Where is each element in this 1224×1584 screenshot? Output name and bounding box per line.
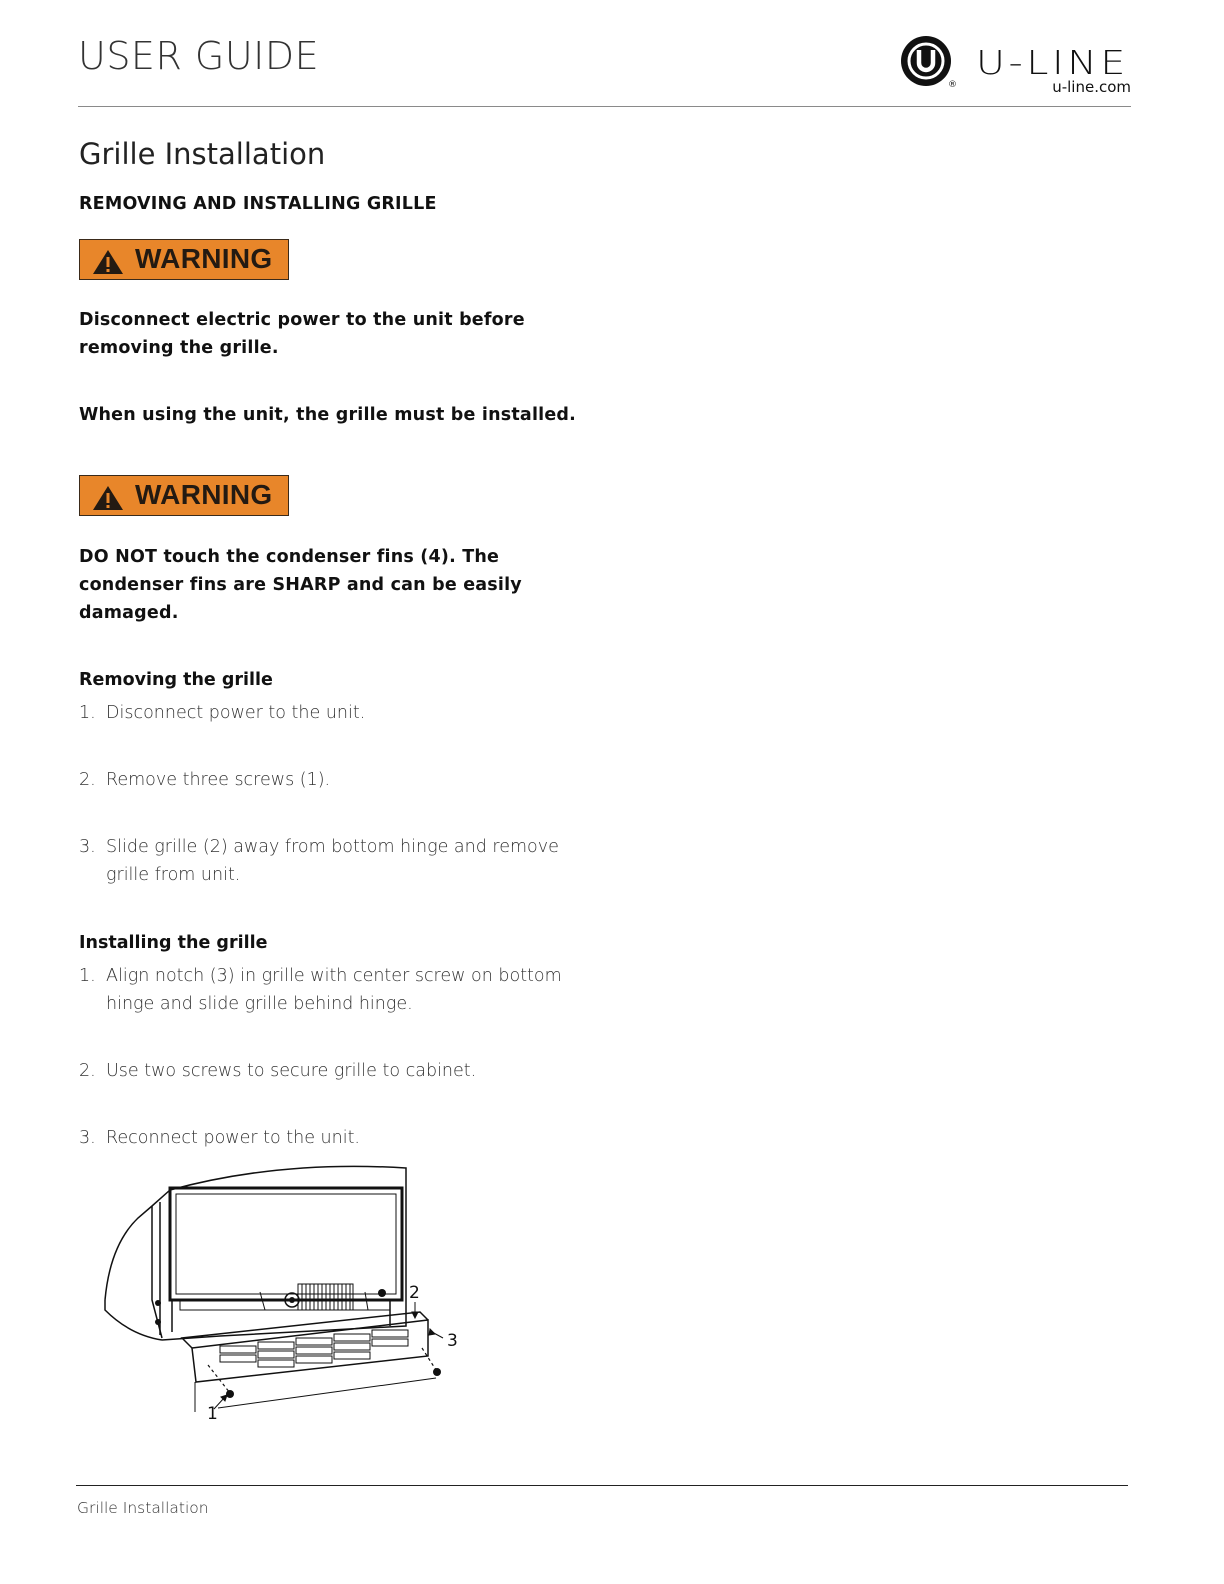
warning-triangle-icon [91, 248, 125, 276]
callout-1: 1 [207, 1404, 218, 1424]
step-text: Align notch (3) in grille with center screw on bottom [106, 966, 562, 986]
footer-divider [76, 1485, 1128, 1486]
text-line: damaged. [79, 603, 179, 623]
section-title: Grille Installation [79, 137, 326, 171]
step-text: grille from unit. [106, 865, 241, 885]
warning-triangle-icon [91, 484, 125, 512]
grille-required-note: When using the unit, the grille must be installed. [79, 405, 576, 425]
warning-text [79, 306, 599, 362]
removing-heading: Removing the grille [79, 670, 273, 690]
step-text: Reconnect power to the unit. [106, 1128, 360, 1148]
step-text: hinge and slide grille behind hinge. [106, 994, 413, 1014]
subsection-heading: REMOVING AND INSTALLING GRILLE [79, 194, 437, 214]
callout-3: 3 [447, 1331, 458, 1351]
footer-section-name: Grille Installation [77, 1499, 209, 1517]
step-number: 1. [79, 966, 96, 986]
text-line: Disconnect electric power to the unit before [79, 310, 525, 330]
header-divider [78, 106, 1131, 107]
removing-step [79, 766, 579, 794]
step-text: Slide grille (2) away from bottom hinge and remove [106, 837, 559, 857]
step-text: Remove three screws (1). [106, 770, 331, 790]
step-text: Use two screws to secure grille to cabinet. [106, 1061, 477, 1081]
text-line: DO NOT touch the condenser fins (4). The [79, 547, 500, 567]
installing-step [79, 962, 599, 1018]
installing-step [79, 1057, 579, 1085]
grille-installation-diagram [100, 1160, 470, 1425]
registered-mark: ® [948, 80, 957, 90]
brand-url[interactable]: u-line.com [1052, 78, 1131, 96]
installing-heading: Installing the grille [79, 933, 268, 953]
installing-step [79, 1124, 579, 1152]
warning-badge [79, 239, 289, 280]
warning-label: WARNING [135, 479, 273, 510]
removing-step [79, 833, 579, 889]
callout-2: 2 [409, 1283, 420, 1303]
document-title: USER GUIDE [78, 34, 320, 78]
warning-label: WARNING [135, 243, 273, 274]
step-number: 2. [79, 1061, 96, 1081]
removing-step [79, 699, 579, 727]
step-number: 3. [79, 837, 96, 857]
warning-badge [79, 475, 289, 516]
text-line: removing the grille. [79, 338, 279, 358]
brand-name: U-LINE [976, 43, 1129, 82]
step-number: 3. [79, 1128, 96, 1148]
step-text: Disconnect power to the unit. [106, 703, 366, 723]
step-number: 2. [79, 770, 96, 790]
text-line: condenser fins are SHARP and can be easily [79, 575, 522, 595]
step-number: 1. [79, 703, 96, 723]
warning-text [79, 543, 599, 627]
